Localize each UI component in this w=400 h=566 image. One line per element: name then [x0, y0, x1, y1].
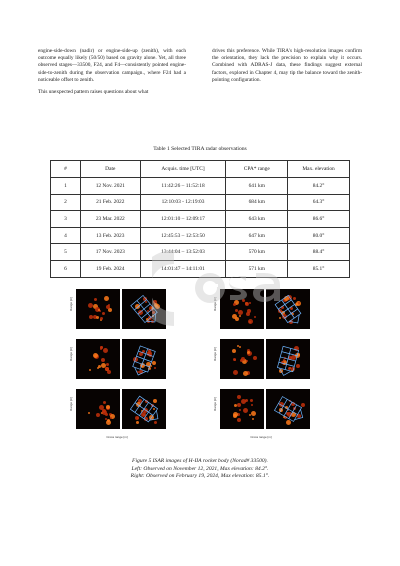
table-cell: 12:45:53 – 12:53:50: [140, 227, 226, 244]
radar-image-with-model: [266, 289, 310, 329]
radar-scatter-blob: [97, 367, 99, 369]
radar-scatter-blob: [104, 296, 109, 301]
radar-scatter-blob: [106, 420, 111, 425]
table-header-cell: Date: [80, 161, 140, 178]
radar-scatter-blob: [242, 299, 245, 302]
radar-scatter-blob: [243, 371, 248, 376]
x-axis-label: Cross range [m]: [106, 435, 128, 439]
radar-image-with-model: [122, 339, 166, 379]
isar-image-panel: [212, 289, 310, 333]
right-text-column: [212, 48, 362, 84]
table-cell: 21 Feb. 2022: [80, 194, 140, 211]
right-paragraph-1: drives this preference. While TIRA's high-resolution images confirm the orientation, they lack the precision to explain why it occurs. Combined with ADRAS-J data, these findings suggest external factors, explored in Chapter 4, may tip the balance toward the zenith-pointing configuration.: [212, 48, 362, 83]
table-cell: 570 km: [226, 244, 288, 261]
table-cell: 84.2°: [288, 178, 350, 195]
table-cell: 14:01:47 – 14:11:01: [140, 260, 226, 277]
radar-scatter-blob: [243, 408, 248, 413]
left-text-column: [38, 48, 186, 96]
figure-caption: [0, 458, 400, 481]
y-axis-label: Range [m]: [69, 297, 73, 311]
figure-caption-line-2: Left: Observed on November 12, 2021, Max elevation: 84.2°.: [131, 465, 269, 472]
isar-image-panel: [212, 389, 310, 433]
table-cell: 12:10:03 - 12:19:03: [140, 194, 226, 211]
radar-scatter-blob: [100, 317, 103, 320]
radar-scatter-blob: [247, 351, 250, 354]
figure-caption-line-3: Right: Observed on February 19, 2024, Max elevation: 85.1°.: [130, 473, 270, 480]
radar-scatter-blob: [239, 346, 241, 348]
radar-scatter-blob: [96, 413, 100, 417]
radar-scatter-blob: [234, 404, 237, 407]
radar-scatter-blob: [247, 309, 251, 313]
radar-scatter-blob: [237, 395, 241, 399]
table-header-cell: #: [51, 161, 81, 178]
figure-caption-line-1: Figure 5 ISAR images of H-IIA rocket body (Norad# 33500).: [132, 458, 268, 464]
radar-scatter-blob: [96, 316, 99, 319]
table-row: [51, 194, 350, 211]
radar-image-with-model: [122, 289, 166, 329]
table-cell: 1: [51, 178, 81, 195]
y-axis-label: Range [m]: [213, 297, 217, 311]
table-row: [51, 227, 350, 244]
table-cell: 571 km: [226, 260, 288, 277]
table-cell: 6: [51, 260, 81, 277]
table-cell: 17 Nov. 2023: [80, 244, 140, 261]
rocket-body-wireframe: [122, 389, 166, 429]
radar-scatter-blob: [239, 409, 241, 411]
radar-scatter-blob: [251, 411, 256, 416]
radar-scatter-blob: [103, 401, 106, 404]
rocket-body-wireframe: [122, 289, 166, 329]
table-cell: 2: [51, 194, 81, 211]
radar-scatter-blob: [94, 298, 97, 301]
table-row: [51, 211, 350, 228]
table-cell: 12:01:10 – 12:09:17: [140, 211, 226, 228]
table-cell: 80.0°: [288, 227, 350, 244]
rocket-body-wireframe: [266, 289, 310, 329]
radar-scatter-blob: [235, 309, 238, 312]
table-cell: 13 Feb. 2023: [80, 227, 140, 244]
table-header-cell: CPA* range: [226, 161, 288, 178]
radar-scatter-blob: [239, 315, 241, 317]
rocket-body-wireframe: [266, 339, 310, 379]
table-row: [51, 178, 350, 195]
radar-image: [76, 389, 120, 429]
radar-scatter-blob: [246, 360, 248, 362]
table-cell: 11:42:26 – 11:52:18: [140, 178, 226, 195]
table-cell: 64.3°: [288, 194, 350, 211]
radar-scatter-blob: [232, 349, 236, 353]
y-axis-label: Range [m]: [69, 347, 73, 361]
radar-image: [220, 389, 264, 429]
radar-scatter-blob: [106, 305, 110, 309]
left-paragraph-1: engine-side-down (nadir) or engine-side-up (zenith), with each outcome equally likely (50/50) based on gravity alone. Yet, all three observed stages—33500, F24, and F4—consistently pointed engine-side-to-zenith during the observation campaign., where F24 had a noticeable offset to zenith.: [38, 48, 186, 83]
radar-scatter-blob: [237, 403, 241, 407]
table-header-cell: Max. elevation: [288, 161, 350, 178]
radar-scatter-blob: [89, 369, 91, 371]
radar-scatter-blob: [233, 303, 236, 306]
radar-scatter-blob: [88, 412, 90, 414]
radar-scatter-blob: [245, 399, 248, 402]
y-axis-label: Range [m]: [213, 347, 217, 361]
table-row: [51, 260, 350, 277]
x-axis-label: Cross range [m]: [250, 435, 272, 439]
radar-scatter-blob: [233, 370, 238, 375]
table-row: [51, 244, 350, 261]
table-cell: 4: [51, 227, 81, 244]
radar-scatter-blob: [108, 308, 112, 312]
table-cell: 19 Feb. 2024: [80, 260, 140, 277]
table-cell: 3: [51, 211, 81, 228]
radar-scatter-blob: [251, 404, 253, 406]
radar-scatter-blob: [105, 413, 108, 416]
radar-image: [76, 289, 120, 329]
radar-image-with-model: [266, 339, 310, 379]
table-header-cell: Acquis. time [UTC]: [140, 161, 226, 178]
table-cell: 684 km: [226, 194, 288, 211]
isar-image-panel: [212, 339, 310, 383]
radar-scatter-blob: [105, 367, 109, 371]
radar-scatter-blob: [250, 399, 253, 402]
isar-image-panel: [68, 289, 166, 333]
radar-image: [76, 339, 120, 379]
table-cell: 641 km: [226, 178, 288, 195]
radar-scatter-blob: [106, 363, 109, 366]
isar-image-panel: [68, 339, 166, 383]
radar-scatter-blob: [254, 316, 256, 318]
isar-figure: [0, 289, 400, 457]
table-cell: 86.6°: [288, 211, 350, 228]
radar-scatter-blob: [237, 418, 241, 422]
radar-scatter-blob: [103, 348, 108, 353]
table-caption: Table 1 Selected TIRA radar observations: [153, 146, 247, 152]
radar-scatter-blob: [232, 314, 237, 319]
radar-scatter-blob: [253, 356, 257, 360]
table-cell: 13:44:04 – 13:52:03: [140, 244, 226, 261]
observations-table: [50, 160, 350, 278]
radar-image: [220, 289, 264, 329]
rocket-body-wireframe: [122, 339, 166, 379]
radar-scatter-blob: [252, 418, 254, 420]
table-cell: 5: [51, 244, 81, 261]
left-paragraph-2: This unexpected pattern raises questions about what: [38, 89, 149, 96]
table-cell: 643 km: [226, 211, 288, 228]
y-axis-label: Range [m]: [213, 397, 217, 411]
radar-image: [220, 339, 264, 379]
table-cell: 23 Mar. 2022: [80, 211, 140, 228]
isar-image-panel: [68, 389, 166, 433]
radar-scatter-blob: [107, 370, 111, 374]
radar-scatter-blob: [249, 302, 251, 304]
radar-scatter-blob: [89, 315, 93, 319]
radar-image-with-model: [266, 389, 310, 429]
table-cell: 12 Nov. 2021: [80, 178, 140, 195]
table-header-row: [51, 161, 350, 178]
radar-scatter-blob: [248, 319, 253, 324]
radar-scatter-blob: [240, 359, 243, 362]
table-cell: 85.1°: [288, 260, 350, 277]
radar-scatter-blob: [102, 312, 105, 315]
y-axis-label: Range [m]: [69, 397, 73, 411]
radar-image-with-model: [122, 389, 166, 429]
radar-scatter-blob: [245, 302, 249, 306]
radar-scatter-blob: [88, 303, 93, 308]
table-cell: 88.4°: [288, 244, 350, 261]
radar-scatter-blob: [234, 359, 236, 361]
radar-scatter-blob: [101, 358, 105, 362]
radar-scatter-blob: [98, 309, 100, 311]
table-cell: 647 km: [226, 227, 288, 244]
watermark-text: esa: [152, 246, 154, 247]
rocket-body-wireframe: [266, 389, 310, 429]
